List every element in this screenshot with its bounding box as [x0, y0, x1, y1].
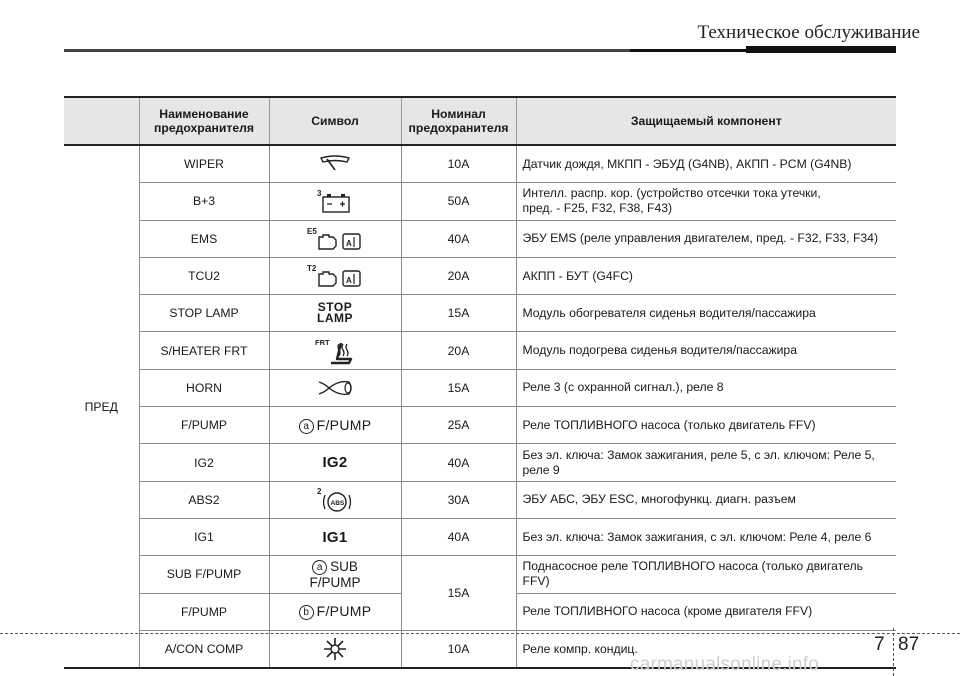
fuse-rating: 40A: [401, 444, 516, 481]
abs-text: ABS: [330, 499, 345, 507]
page-number: 87: [898, 634, 920, 655]
footer-separator: [893, 628, 894, 676]
symbol-text: IG2: [322, 454, 348, 472]
fuse-name: HORN: [139, 369, 269, 406]
fuse-name: B+3: [139, 183, 269, 220]
page-header-title: Техническое обслуживание: [697, 22, 920, 43]
fuse-component: Реле 3 (с охранной сигнал.), реле 8: [516, 369, 896, 406]
engine-at-icon: [305, 263, 365, 289]
fuse-component: Без эл. ключа: Замок зажигания, реле 5, с эл. ключом: Реле 5, реле 9: [516, 444, 896, 481]
fuse-rating: 15A: [401, 556, 516, 631]
svg-text:A: A: [346, 276, 352, 286]
stop-lamp-symbol: [317, 299, 353, 325]
fuse-symbol: [269, 407, 401, 444]
circled-letter-a: a: [312, 560, 327, 575]
fuse-symbol: [269, 145, 401, 183]
fuse-rating: 20A: [401, 332, 516, 369]
symbol-text: IG1: [322, 528, 348, 546]
symbol-line-1: STOP: [317, 299, 353, 314]
seat-heater-icon: [313, 337, 357, 365]
fuse-name: WIPER: [139, 145, 269, 183]
symbol-superscript: T2: [307, 264, 317, 274]
group-label: ПРЕД: [64, 145, 139, 668]
horn-icon: [315, 376, 355, 400]
header-rule: [64, 49, 896, 52]
component-line-2: пред. - F25, F32, F38, F43): [522, 201, 673, 216]
table-row: [64, 518, 896, 555]
fuse-rating: 40A: [401, 518, 516, 555]
fuse-symbol: [269, 220, 401, 257]
fuse-rating: 15A: [401, 369, 516, 406]
footer-rule: [0, 633, 960, 634]
fuse-rating: 15A: [401, 295, 516, 332]
fuse-symbol: [269, 518, 401, 555]
fuse-name: STOP LAMP: [139, 295, 269, 332]
fuse-rating: 50A: [401, 183, 516, 220]
fuse-component: Поднасосное реле ТОПЛИВНОГО насоса (только двигатель FFV): [516, 556, 896, 593]
fuse-component: [516, 183, 896, 220]
circled-letter-b: b: [299, 605, 314, 620]
fuse-component: Модуль подогрева сиденья водителя/пассажира: [516, 332, 896, 369]
symbol-line-2: F/PUMP: [309, 574, 361, 590]
symbol-line-2: LAMP: [317, 310, 353, 325]
battery-icon: [315, 188, 355, 214]
chapter-number: 7: [874, 634, 885, 655]
wiper-icon: [317, 154, 353, 174]
fuse-component: АКПП - БУТ (G4FC): [516, 257, 896, 294]
table-row: [64, 183, 896, 220]
fuse-component: ЭБУ АБС, ЭБУ ESC, многофункц. диагн. разъем: [516, 481, 896, 518]
fuse-name: A/CON COMP: [139, 630, 269, 668]
fuse-name: EMS: [139, 220, 269, 257]
fuse-component: ЭБУ EMS (реле управления двигателем, пред. - F32, F33, F34): [516, 220, 896, 257]
fuse-name: TCU2: [139, 257, 269, 294]
fuse-component: Реле ТОПЛИВНОГО насоса (кроме двигателя FFV): [516, 593, 896, 630]
fuse-name: F/PUMP: [139, 407, 269, 444]
fuse-name: IG1: [139, 518, 269, 555]
symbol-superscript: E5: [307, 226, 317, 236]
table-row: [64, 444, 896, 481]
fuse-rating: 20A: [401, 257, 516, 294]
fuse-symbol: [269, 183, 401, 220]
sub-fpump-symbol: [309, 559, 360, 590]
fuse-symbol: [269, 444, 401, 481]
table-row: [64, 332, 896, 369]
fuse-component: Без эл. ключа: Замок зажигания, с эл. ключом: Реле 4, реле 6: [516, 518, 896, 555]
fuse-name: ABS2: [139, 481, 269, 518]
fuse-rating: 10A: [401, 630, 516, 668]
table-header-row: [64, 97, 896, 145]
fuse-rating: 25A: [401, 407, 516, 444]
watermark: carmanualsonline.info: [630, 654, 820, 675]
fuse-name: F/PUMP: [139, 593, 269, 630]
column-header-fuse-name: Наименование предохранителя: [139, 97, 269, 145]
table-row: [64, 257, 896, 294]
fuse-symbol: [269, 332, 401, 369]
fuse-component: Реле компр. кондиц.: [516, 630, 896, 668]
fuse-component: Датчик дождя, МКПП - ЭБУД (G4NB), АКПП - PCM (G4NB): [516, 145, 896, 183]
fuse-symbol: [269, 630, 401, 668]
circled-letter-a: a: [299, 419, 314, 434]
symbol-superscript: 3: [317, 189, 322, 199]
table-row: [64, 481, 896, 518]
symbol-superscript: FRT: [315, 337, 330, 347]
ac-snowflake-icon: [322, 636, 348, 662]
fuse-symbol: [269, 556, 401, 593]
fuse-symbol: [269, 369, 401, 406]
table-row: [64, 295, 896, 332]
symbol-line-1: SUB: [330, 558, 358, 574]
fuse-symbol: [269, 295, 401, 332]
fuse-name: S/HEATER FRT: [139, 332, 269, 369]
fuse-symbol: [269, 257, 401, 294]
column-header-component: Защищаемый компонент: [516, 97, 896, 145]
fuse-symbol: [269, 593, 401, 630]
engine-at-icon: [305, 226, 365, 252]
svg-text:A: A: [346, 238, 352, 248]
fuse-rating: 30A: [401, 481, 516, 518]
fuse-component: Реле ТОПЛИВНОГО насоса (только двигатель FFV): [516, 407, 896, 444]
column-header-symbol: Символ: [269, 97, 401, 145]
symbol-text: F/PUMP: [316, 416, 372, 433]
fuse-name: SUB F/PUMP: [139, 556, 269, 593]
table-row: [64, 145, 896, 183]
table-row: [64, 556, 896, 593]
table-row: [64, 220, 896, 257]
fuse-table: [64, 96, 896, 669]
column-header-group: [64, 97, 139, 145]
fuse-rating: 10A: [401, 145, 516, 183]
fuse-rating: 40A: [401, 220, 516, 257]
fuse-symbol: [269, 481, 401, 518]
column-header-rating: Номинал предохранителя: [401, 97, 516, 145]
abs-icon: [315, 486, 355, 514]
table-row: [64, 407, 896, 444]
table-row: [64, 369, 896, 406]
fuse-component: Модуль обогревателя сиденья водителя/пассажира: [516, 295, 896, 332]
fuse-name: IG2: [139, 444, 269, 481]
component-line-1: Интелл. распр. кор. (устройство отсечки тока утечки,: [522, 186, 821, 201]
symbol-superscript: 2: [317, 486, 322, 496]
symbol-text: F/PUMP: [316, 603, 372, 620]
